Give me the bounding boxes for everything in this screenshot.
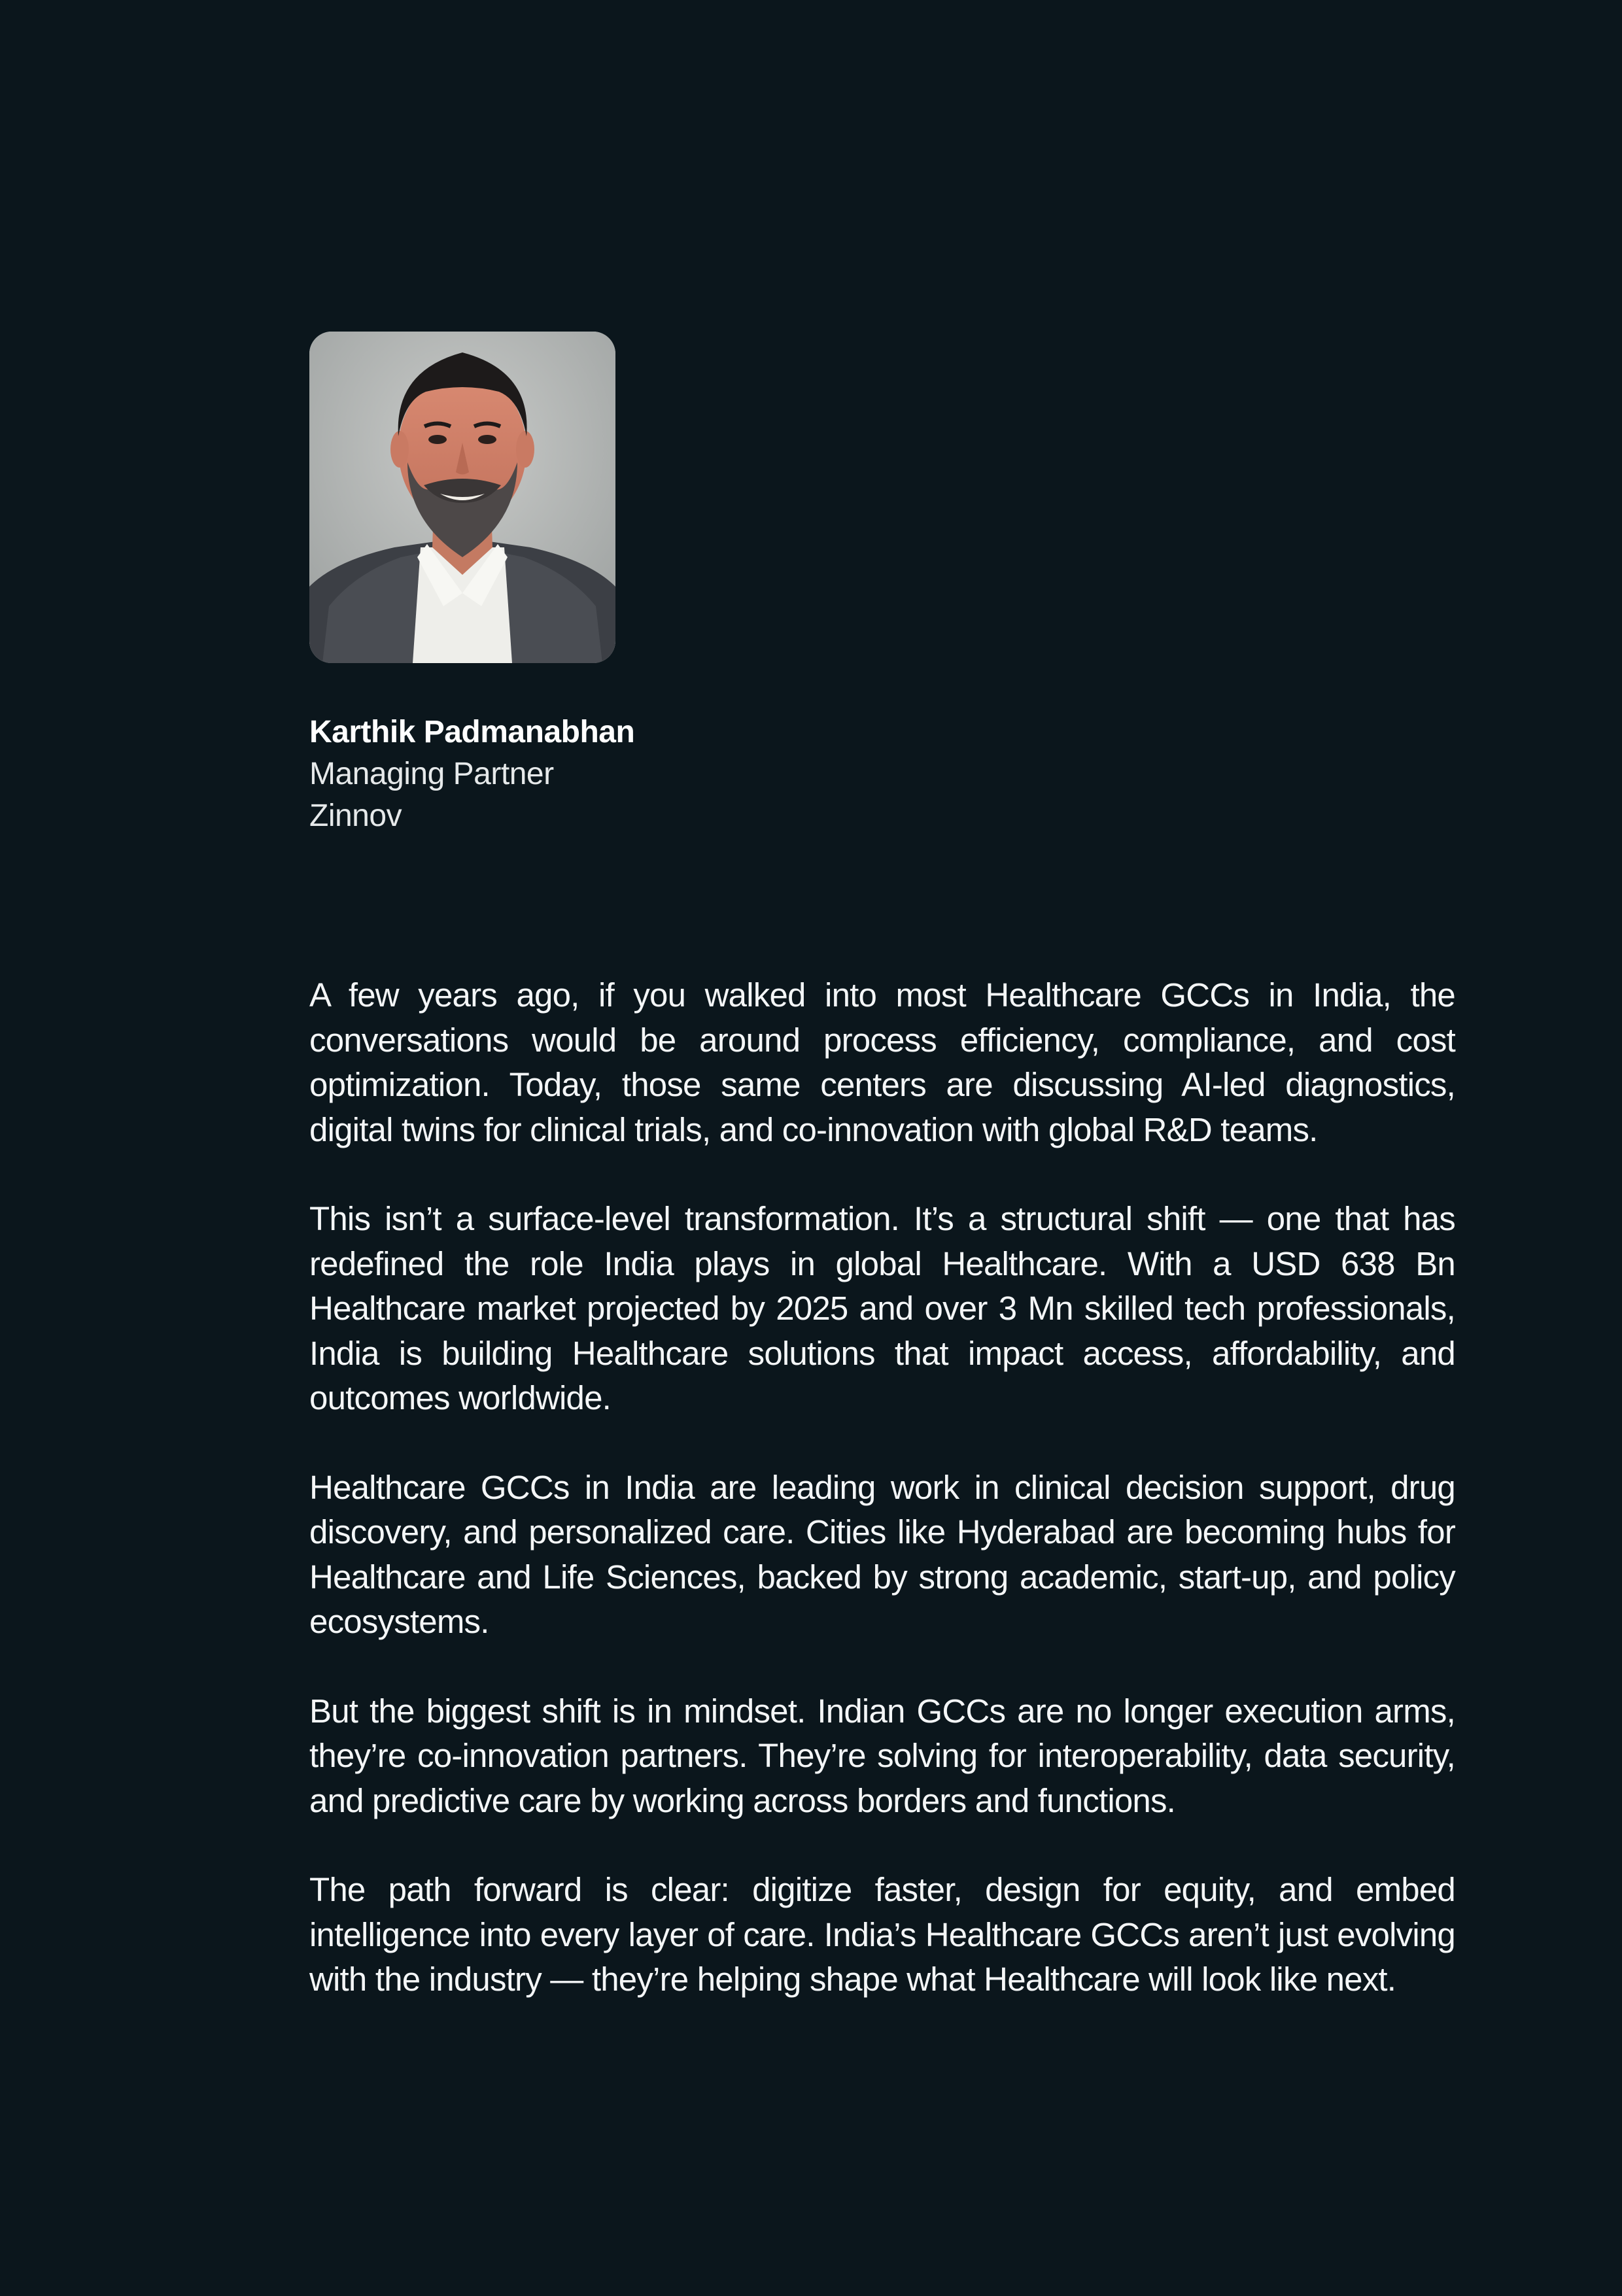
article-paragraph: But the biggest shift is in mindset. Indian GCCs are no longer execution arms, they’re co-innovation partners. They’re solving for interoperability, data security, and predictive care by working across borders and functions. <box>309 1692 1455 1819</box>
author-name: Karthik Padmanabhan <box>309 715 635 749</box>
portrait-photo-icon <box>309 332 615 663</box>
article-body <box>309 973 1455 2047</box>
author-role: Managing Partner <box>309 757 554 791</box>
author-portrait <box>309 332 615 663</box>
article-paragraph: The path forward is clear: digitize faster, design for equity, and embed intelligence into every layer of care. India’s Healthcare GCCs aren’t just evolving with the industry — they’re helping shape what Healthcare will look like next. <box>309 1871 1455 1998</box>
author-block <box>309 711 1094 837</box>
article-paragraph: Healthcare GCCs in India are leading work in clinical decision support, drug discovery, and personalized care. Cities like Hyderabad are becoming hubs for Healthcare and Life Sciences, backed by strong academic, start-up, and policy ecosystems. <box>309 1468 1455 1640</box>
article-paragraph: This isn’t a surface-level transformation. It’s a structural shift — one that has redefined the role India plays in global Healthcare. With a USD 638 Bn Healthcare market projected by 2025 and over 3 Mn skilled tech professionals, India is building Healthcare solutions that impact access, affordability, and outcomes worldwide. <box>309 1200 1455 1416</box>
article-paragraph: A few years ago, if you walked into most Healthcare GCCs in India, the conversations would be around process efficiency, compliance, and cost optimization. Today, those same centers are discussing AI-led diagnostics, digital twins for clinical trials, and co-innovation with global R&D teams. <box>309 976 1455 1148</box>
author-organization: Zinnov <box>309 798 402 833</box>
